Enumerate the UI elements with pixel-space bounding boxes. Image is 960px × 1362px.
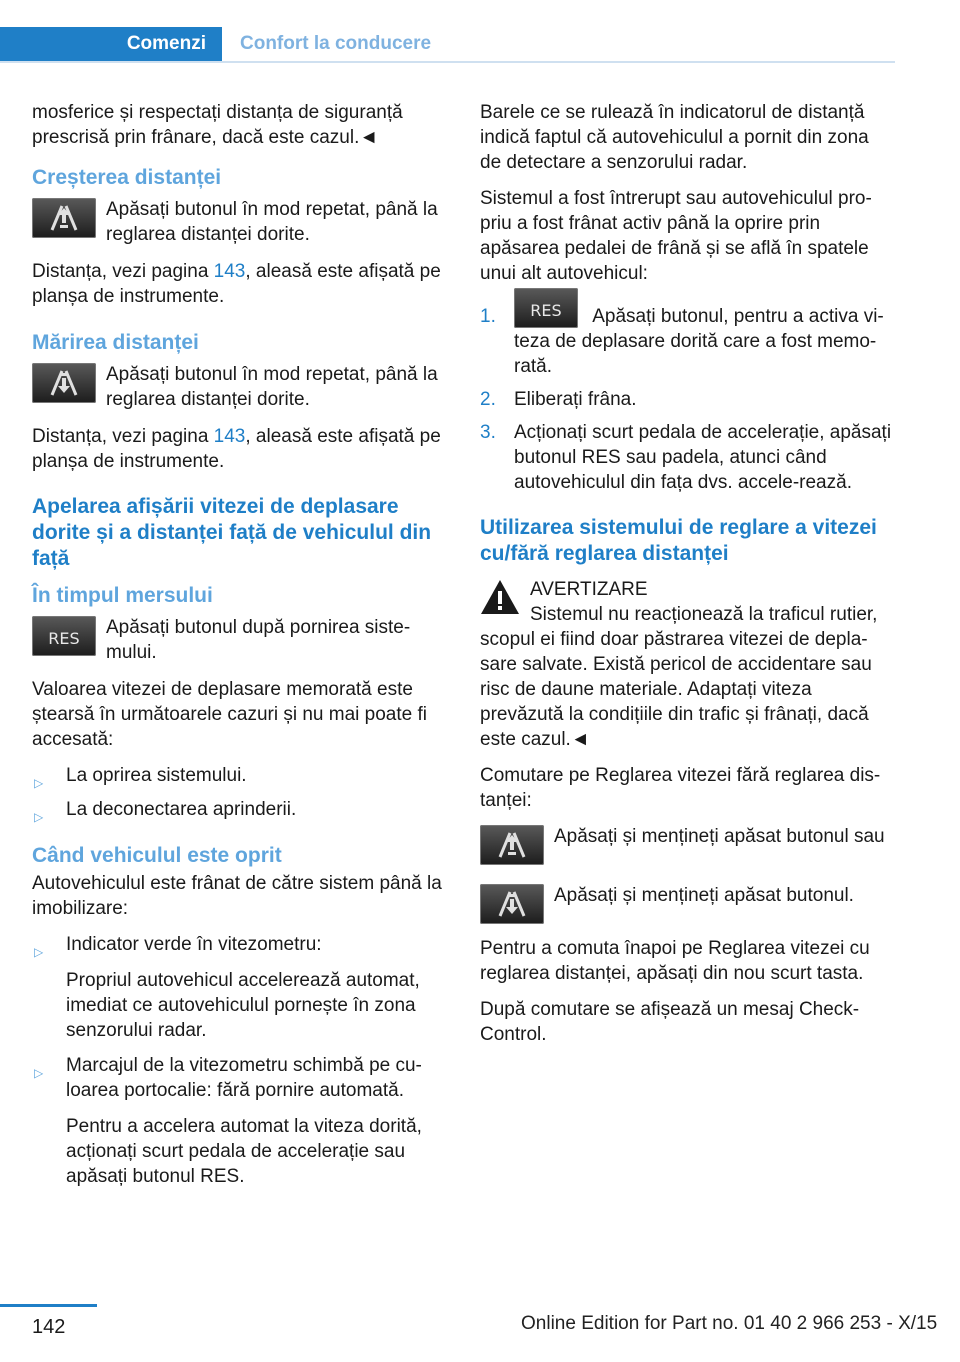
distanta-text-1 [32, 259, 442, 309]
distanta-post-1: , aleasă este afișată pe planșa de instrumente. [32, 261, 441, 307]
step-number: 3. [480, 422, 496, 443]
warning-triangle-icon [480, 579, 520, 615]
distanta-pre-1: Distanța, vezi pagina [32, 261, 214, 282]
triangle-bullet-icon: ▷ [34, 810, 44, 824]
dupa-text: După comutare se afișează un mesaj Check-Control. [480, 999, 860, 1045]
warning-title: AVERTIZARE [530, 579, 648, 600]
heading-cresterea: Creșterea distanței [32, 166, 222, 189]
step-number: 1. [480, 306, 496, 327]
intro-text: mosferice și respectați distanța de siguranță prescrisă prin frânare, dacă este cazul.◄ [32, 102, 403, 148]
distanta-text-2 [32, 424, 442, 474]
apasati-row-2 [480, 883, 895, 924]
triangle-bullet-icon: ▷ [34, 945, 44, 959]
bullet-subtext: Pentru a accelera automat la viteza dorită, acționați scurt pedala de accelerație sau apăsați butonul RES. [66, 1116, 422, 1187]
step-text: Eliberați frâna. [514, 389, 637, 410]
distance-increase-icon [32, 198, 96, 238]
triangle-bullet-icon: ▷ [34, 776, 44, 790]
apasati-row-1 [480, 824, 895, 865]
warning-line1: Sistemul nu reacționează la traficul rutier, [530, 604, 878, 625]
cand-text: Autovehiculul este frânat de către sistem până la imobilizare: [32, 873, 442, 919]
bullet-text: La oprirea sistemului. [66, 765, 247, 786]
distance-increase-icon [480, 825, 544, 865]
distanta-post-2: , aleasă este afișată pe planșa de instrumente. [32, 426, 441, 472]
list-item [32, 763, 442, 788]
list-item [32, 797, 442, 822]
triangle-bullet-icon: ▷ [34, 1066, 44, 1080]
heading-cand: Când vehiculul este oprit [32, 844, 282, 867]
res-label: RES [530, 300, 562, 320]
bullet-subtext: Propriul autovehicul accelerează automat, imediat ce autovehiculul pornește în zona senzorului radar. [66, 970, 420, 1041]
warning-row [480, 577, 895, 627]
distance-decrease-icon [480, 884, 544, 924]
list-item [32, 1053, 442, 1103]
step-text: Acționați scurt pedala de accelerație, apăsați butonul RES sau padela, atunci când autovehiculul din fața dvs. accele-rează. [514, 422, 892, 493]
res-button-icon [514, 288, 578, 328]
comutare-text: Comutare pe Reglarea vitezei fără reglarea dis-tanței: [480, 765, 881, 811]
header-bar [0, 27, 895, 63]
apasati-text-2: Apăsați și mențineți apăsat butonul. [554, 885, 854, 906]
warning-text: scopul ei fiind doar păstrarea vitezei de depla-sare salvate. Există pericol de accidentare sau risc de daune materiale. Adaptați viteza prevăzută la condițiile din trafic și frânați, dacă este cazul.◄ [480, 629, 872, 750]
res-button-icon [32, 616, 96, 656]
distance-decrease-icon [32, 363, 96, 403]
page-link-143-b[interactable]: 143 [213, 426, 246, 447]
bullets-list-1 [32, 763, 442, 822]
page-link-143[interactable]: 143 [213, 261, 246, 282]
heading-apelarea: Apelarea afișării vitezei de deplasare dorite și a distanței față de vehiculul din față [32, 495, 432, 570]
left-column [32, 100, 442, 1199]
tab-confort[interactable]: Confort la conducere [240, 33, 432, 54]
right-column [480, 100, 895, 1058]
step-text: Apăsați butonul, pentru a activa vi-teza de deplasare dorită care a fost memo-rată. [514, 306, 884, 377]
footer-rule [0, 1304, 97, 1307]
list-item [480, 387, 895, 412]
res-label: RES [48, 629, 80, 648]
bullet-text: Marcajul de la vitezometru schimbă pe cu-loarea portocalie: fără pornire automată. [66, 1055, 422, 1101]
heading-utilizarea: Utilizarea sistemului de reglare a vitezei cu/fără reglarea distanței [480, 516, 877, 565]
valoarea-text: Valoarea vitezei de deplasare memorată este ștearsă în următoarele cazuri și nu mai poate fi accesată: [32, 679, 427, 750]
marirea-text: Apăsați butonul în mod repetat, până la reglarea distanței dorite. [106, 364, 438, 410]
bars-text: Barele ce se rulează în indicatorul de distanță indică faptul că autovehiculul a pornit din zona de detectare a senzorului radar. [480, 102, 869, 173]
bullets-list-2 [32, 932, 442, 957]
page-number: 142 [32, 1316, 66, 1338]
apasati-text-1: Apăsați și mențineți apăsat butonul sau [554, 826, 885, 847]
heading-marirea: Mărirea distanței [32, 331, 199, 354]
distanta-pre-2: Distanța, vezi pagina [32, 426, 214, 447]
steps-list [480, 300, 895, 495]
bullets-list-3 [32, 1053, 442, 1103]
list-item [480, 300, 895, 379]
pentru-text: Pentru a comuta înapoi pe Reglarea vitezei cu reglarea distanței, apăsați din nou scurt tasta. [480, 938, 870, 984]
cresterea-text: Apăsați butonul în mod repetat, până la reglarea distanței dorite. [106, 199, 438, 245]
heading-timpul: În timpul mersului [32, 584, 213, 607]
list-item [480, 420, 895, 495]
bullet-text: La deconectarea aprinderii. [66, 799, 297, 820]
timpul-row [32, 615, 442, 665]
cresterea-row [32, 197, 442, 247]
list-item [32, 932, 442, 957]
step-number: 2. [480, 389, 496, 410]
tab-comenzi[interactable]: Comenzi [0, 27, 222, 61]
interrupt-text: Sistemul a fost întrerupt sau autovehiculul pro-priu a fost frânat activ până la oprire prin apăsarea pedalei de frână și se află în spatele unui alt autovehicul: [480, 188, 872, 284]
edition-note: Online Edition for Part no. 01 40 2 966 253 - X/15 [521, 1313, 938, 1334]
bullet-text: Indicator verde în vitezometru: [66, 934, 322, 955]
marirea-row [32, 362, 442, 412]
timpul-text: Apăsați butonul după pornirea siste-mului. [106, 617, 411, 663]
